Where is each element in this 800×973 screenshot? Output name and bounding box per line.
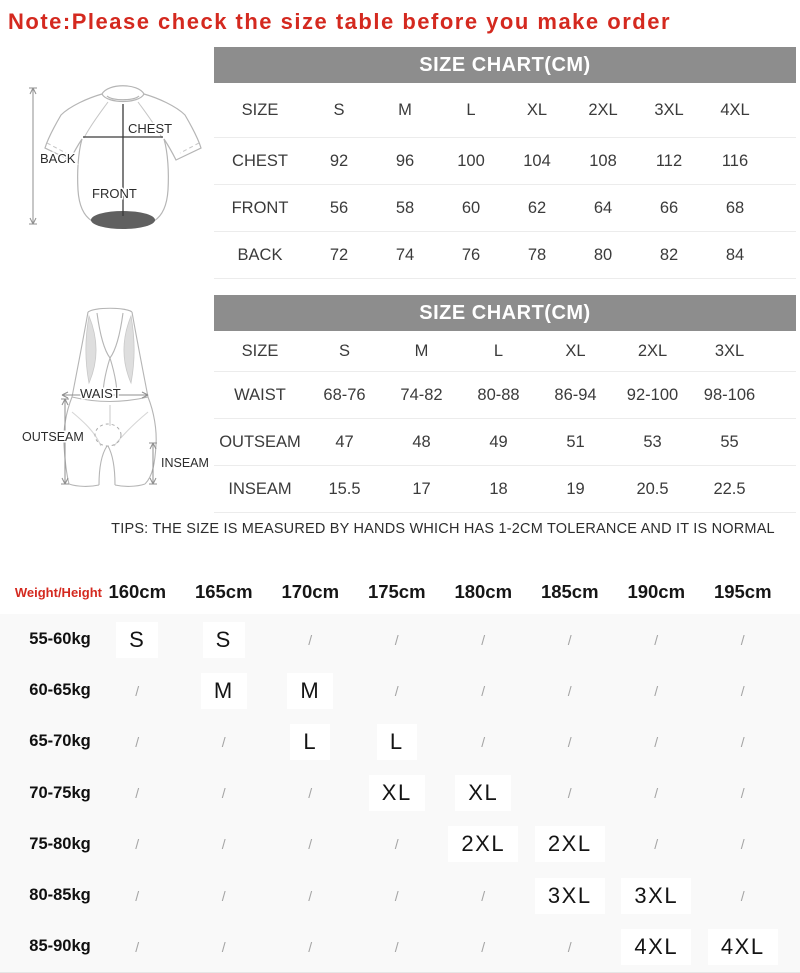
empty-cell: / bbox=[308, 938, 313, 955]
empty-cell: / bbox=[221, 733, 226, 750]
row-label: INSEAM bbox=[228, 479, 292, 498]
weight-label: 80-85kg bbox=[29, 886, 91, 905]
matrix-row bbox=[0, 819, 800, 870]
empty-cell: / bbox=[654, 682, 659, 699]
empty-cell: / bbox=[135, 938, 140, 955]
value-cell: 53 bbox=[643, 432, 662, 451]
value-cell: 60 bbox=[461, 198, 481, 217]
header-row bbox=[214, 331, 796, 372]
value-cell: 78 bbox=[527, 245, 547, 264]
back-label: BACK bbox=[40, 151, 76, 166]
table-row bbox=[214, 232, 796, 279]
value-cell: 15.5 bbox=[328, 479, 361, 498]
value-cell: 48 bbox=[412, 432, 431, 451]
height-header: 190cm bbox=[627, 581, 686, 602]
empty-cell: / bbox=[481, 733, 486, 750]
value-cell: 82 bbox=[659, 245, 679, 264]
weight-label: 55-60kg bbox=[29, 630, 91, 649]
matrix-row bbox=[0, 870, 800, 921]
column-header: XL bbox=[526, 100, 548, 119]
table-row bbox=[214, 185, 796, 232]
jersey-chart-title: SIZE CHART(CM) bbox=[214, 47, 796, 83]
size-cell: S bbox=[203, 622, 245, 658]
weight-height-matrix bbox=[0, 570, 800, 973]
value-cell: 17 bbox=[412, 479, 431, 498]
value-cell: 56 bbox=[329, 198, 349, 217]
empty-cell: / bbox=[394, 631, 399, 648]
empty-cell: / bbox=[654, 733, 659, 750]
weight-label: 60-65kg bbox=[29, 681, 91, 700]
matrix-header-row bbox=[0, 570, 800, 614]
value-cell: 68-76 bbox=[323, 385, 366, 404]
height-header: 180cm bbox=[454, 581, 513, 602]
column-header: L bbox=[493, 341, 504, 360]
value-cell: 58 bbox=[395, 198, 415, 217]
value-cell: 74 bbox=[395, 245, 415, 264]
size-cell: 4XL bbox=[708, 929, 778, 965]
value-cell: 62 bbox=[527, 198, 547, 217]
jersey-diagram bbox=[0, 58, 212, 290]
value-cell: 84 bbox=[725, 245, 745, 264]
left-armhole bbox=[86, 316, 96, 383]
height-header: 165cm bbox=[194, 581, 253, 602]
value-cell: 19 bbox=[566, 479, 585, 498]
row-label: OUTSEAM bbox=[219, 432, 301, 451]
row-label: FRONT bbox=[231, 198, 289, 217]
height-header: 175cm bbox=[367, 581, 426, 602]
column-header: S bbox=[333, 100, 345, 119]
size-cell: 3XL bbox=[535, 878, 605, 914]
front-label: FRONT bbox=[92, 186, 137, 201]
corner-header: SIZE bbox=[241, 100, 279, 119]
matrix-row bbox=[0, 921, 800, 972]
value-cell: 80 bbox=[593, 245, 613, 264]
column-header: S bbox=[338, 341, 350, 360]
matrix-row bbox=[0, 614, 800, 665]
row-label: CHEST bbox=[232, 151, 288, 170]
column-header: M bbox=[398, 100, 412, 119]
tips-line: TIPS: THE SIZE IS MEASURED BY HANDS WHICH HAS 1-2CM TOLERANCE AND IT IS NORMAL bbox=[111, 521, 775, 537]
empty-cell: / bbox=[221, 836, 226, 853]
empty-cell: / bbox=[394, 682, 399, 699]
size-cell: L bbox=[377, 724, 417, 760]
column-header: M bbox=[414, 341, 429, 360]
column-header: 3XL bbox=[654, 100, 684, 119]
row-label: BACK bbox=[237, 245, 283, 264]
value-cell: 72 bbox=[329, 245, 349, 264]
table-row bbox=[214, 372, 796, 419]
size-cell: 4XL bbox=[621, 929, 691, 965]
empty-cell: / bbox=[308, 631, 313, 648]
jersey-chart-table bbox=[214, 83, 796, 279]
weight-label: 85-90kg bbox=[29, 937, 91, 956]
empty-cell: / bbox=[481, 631, 486, 648]
empty-cell: / bbox=[308, 887, 313, 904]
empty-cell: / bbox=[221, 938, 226, 955]
value-cell: 47 bbox=[335, 432, 354, 451]
empty-cell: / bbox=[567, 631, 572, 648]
value-cell: 104 bbox=[523, 151, 551, 170]
empty-cell: / bbox=[567, 785, 572, 802]
value-cell: 100 bbox=[457, 151, 485, 170]
row-label: WAIST bbox=[234, 385, 286, 404]
chest-label: CHEST bbox=[128, 121, 173, 136]
value-cell: 20.5 bbox=[636, 479, 669, 498]
table-row bbox=[214, 419, 796, 466]
weight-label: 65-70kg bbox=[29, 732, 91, 751]
size-cell: XL bbox=[455, 775, 511, 811]
empty-cell: / bbox=[135, 682, 140, 699]
value-cell: 18 bbox=[489, 479, 508, 498]
value-cell: 96 bbox=[395, 151, 415, 170]
empty-cell: / bbox=[740, 682, 745, 699]
value-cell: 116 bbox=[721, 151, 749, 170]
outseam-label: OUTSEAM bbox=[22, 430, 84, 444]
size-cell: 2XL bbox=[448, 826, 518, 862]
size-cell: 3XL bbox=[621, 878, 691, 914]
empty-cell: / bbox=[135, 785, 140, 802]
waist-label: WAIST bbox=[80, 386, 121, 401]
empty-cell: / bbox=[654, 631, 659, 648]
empty-cell: / bbox=[740, 785, 745, 802]
empty-cell: / bbox=[567, 733, 572, 750]
empty-cell: / bbox=[740, 631, 745, 648]
value-cell: 49 bbox=[489, 432, 508, 451]
weight-height-label: Weight/Height bbox=[14, 584, 102, 600]
empty-cell: / bbox=[654, 836, 659, 853]
empty-cell: / bbox=[740, 887, 745, 904]
column-header: 4XL bbox=[720, 100, 750, 119]
empty-cell: / bbox=[135, 836, 140, 853]
corner-header: SIZE bbox=[241, 341, 279, 360]
value-cell: 76 bbox=[461, 245, 481, 264]
empty-cell: / bbox=[481, 887, 486, 904]
weight-label: 75-80kg bbox=[29, 834, 91, 853]
column-header: L bbox=[466, 100, 476, 119]
empty-cell: / bbox=[481, 682, 486, 699]
value-cell: 108 bbox=[589, 151, 617, 170]
empty-cell: / bbox=[567, 938, 572, 955]
height-header: 185cm bbox=[540, 581, 599, 602]
empty-cell: / bbox=[740, 836, 745, 853]
column-header: 2XL bbox=[637, 341, 668, 360]
empty-cell: / bbox=[308, 836, 313, 853]
value-cell: 68 bbox=[725, 198, 745, 217]
right-armhole bbox=[124, 316, 134, 383]
bib-shorts-diagram bbox=[0, 300, 220, 500]
bib-size-chart bbox=[214, 295, 796, 513]
header-row bbox=[214, 83, 796, 138]
value-cell: 98-106 bbox=[703, 385, 756, 404]
back-measure-line bbox=[29, 88, 37, 224]
column-header: 3XL bbox=[714, 341, 745, 360]
size-cell: M bbox=[201, 673, 247, 709]
inseam-label: INSEAM bbox=[161, 456, 209, 470]
value-cell: 66 bbox=[659, 198, 679, 217]
table-row bbox=[214, 138, 796, 185]
value-cell: 22.5 bbox=[713, 479, 746, 498]
bib-diagram-svg bbox=[0, 300, 220, 500]
matrix-row bbox=[0, 768, 800, 819]
column-header: 2XL bbox=[588, 100, 618, 119]
bib-chart-title: SIZE CHART(CM) bbox=[214, 295, 796, 331]
empty-cell: / bbox=[135, 733, 140, 750]
empty-cell: / bbox=[221, 785, 226, 802]
value-cell: 55 bbox=[720, 432, 739, 451]
empty-cell: / bbox=[567, 682, 572, 699]
empty-cell: / bbox=[740, 733, 745, 750]
table-row bbox=[214, 466, 796, 513]
empty-cell: / bbox=[394, 938, 399, 955]
height-header: 170cm bbox=[281, 581, 340, 602]
column-header: XL bbox=[565, 341, 586, 360]
value-cell: 64 bbox=[593, 198, 613, 217]
note-banner: Note:Please check the size table before you make order bbox=[8, 9, 672, 34]
value-cell: 74-82 bbox=[400, 385, 443, 404]
bib-chart-table bbox=[214, 331, 796, 513]
empty-cell: / bbox=[221, 887, 226, 904]
empty-cell: / bbox=[135, 887, 140, 904]
value-cell: 112 bbox=[655, 151, 683, 170]
value-cell: 86-94 bbox=[554, 385, 597, 404]
value-cell: 92-100 bbox=[626, 385, 679, 404]
height-header: 160cm bbox=[108, 581, 167, 602]
matrix-row bbox=[0, 716, 800, 767]
empty-cell: / bbox=[394, 887, 399, 904]
empty-cell: / bbox=[654, 785, 659, 802]
value-cell: 80-88 bbox=[477, 385, 520, 404]
size-cell: 2XL bbox=[535, 826, 605, 862]
size-cell: L bbox=[290, 724, 330, 760]
height-header: 195cm bbox=[713, 581, 772, 602]
matrix-row bbox=[0, 665, 800, 716]
size-cell: XL bbox=[369, 775, 425, 811]
size-cell: S bbox=[116, 622, 158, 658]
size-cell: M bbox=[287, 673, 333, 709]
value-cell: 92 bbox=[329, 151, 349, 170]
weight-label: 70-75kg bbox=[29, 783, 91, 802]
empty-cell: / bbox=[481, 938, 486, 955]
empty-cell: / bbox=[394, 836, 399, 853]
bib-top-outline bbox=[72, 308, 148, 397]
empty-cell: / bbox=[308, 785, 313, 802]
value-cell: 51 bbox=[566, 432, 585, 451]
jersey-size-chart bbox=[214, 47, 796, 279]
jersey-diagram-svg bbox=[0, 58, 212, 290]
